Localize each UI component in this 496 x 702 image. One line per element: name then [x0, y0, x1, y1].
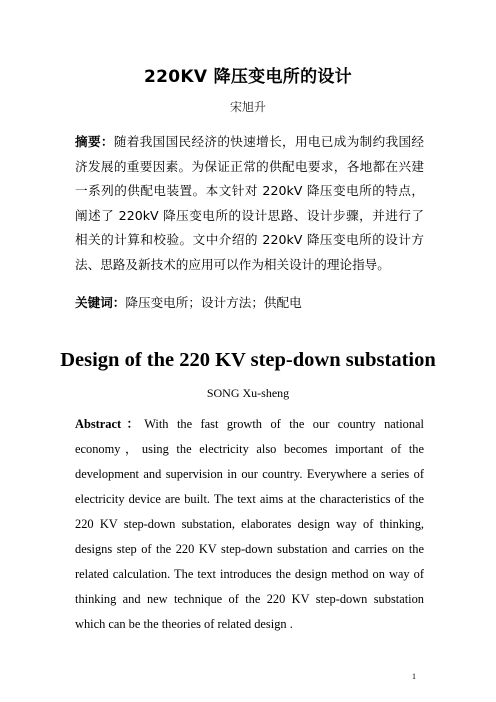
chinese-title: 220KV 降压变电所的设计: [144, 67, 352, 87]
english-abstract: [75, 412, 424, 637]
english-title: Design of the 220 KV step-down substation: [60, 349, 436, 371]
english-abstract-text: With the fast growth of the our country national economy，using the electricity also becomes important of the development and supervision in our country. Everywhere a series of electricity device are built. The text aims at the characteristics of the 220 KV step-down substation, elaborates design way of thinking, designs step of the 220 KV step-down substation and carries on the related calculation. The text introduces the design method on way of thinking and new technique of the 220 KV step-down substation which can be the theories of related design .: [75, 417, 424, 631]
chinese-keywords: [75, 294, 424, 312]
chinese-abstract-text: 随着我国国民经济的快速增长，用电已成为制约我国经济发展的重要因素。为保证正常的供配电要求，各地都在兴建一系列的供配电装置。本文针对 220kV 降压变电所的特点，阐述了 220kV 降压变电所的设计思路、设计步骤，并进行了相关的计算和校验。文中介绍的 220kV 降压变电所的设计方法、思路及新技术的应用可以作为相关设计的理论指导。: [75, 134, 425, 272]
english-abstract-label: Abstract：: [75, 417, 145, 431]
chinese-abstract: [75, 130, 424, 278]
chinese-abstract-label: 摘要：: [75, 134, 114, 149]
english-author: SONG Xu-sheng: [206, 386, 290, 400]
chinese-keywords-label: 关键词：: [75, 295, 126, 310]
page-number: 1: [412, 672, 416, 681]
chinese-author: 宋旭升: [229, 100, 266, 114]
chinese-keywords-text: 降压变电所；设计方法；供配电: [125, 295, 302, 310]
